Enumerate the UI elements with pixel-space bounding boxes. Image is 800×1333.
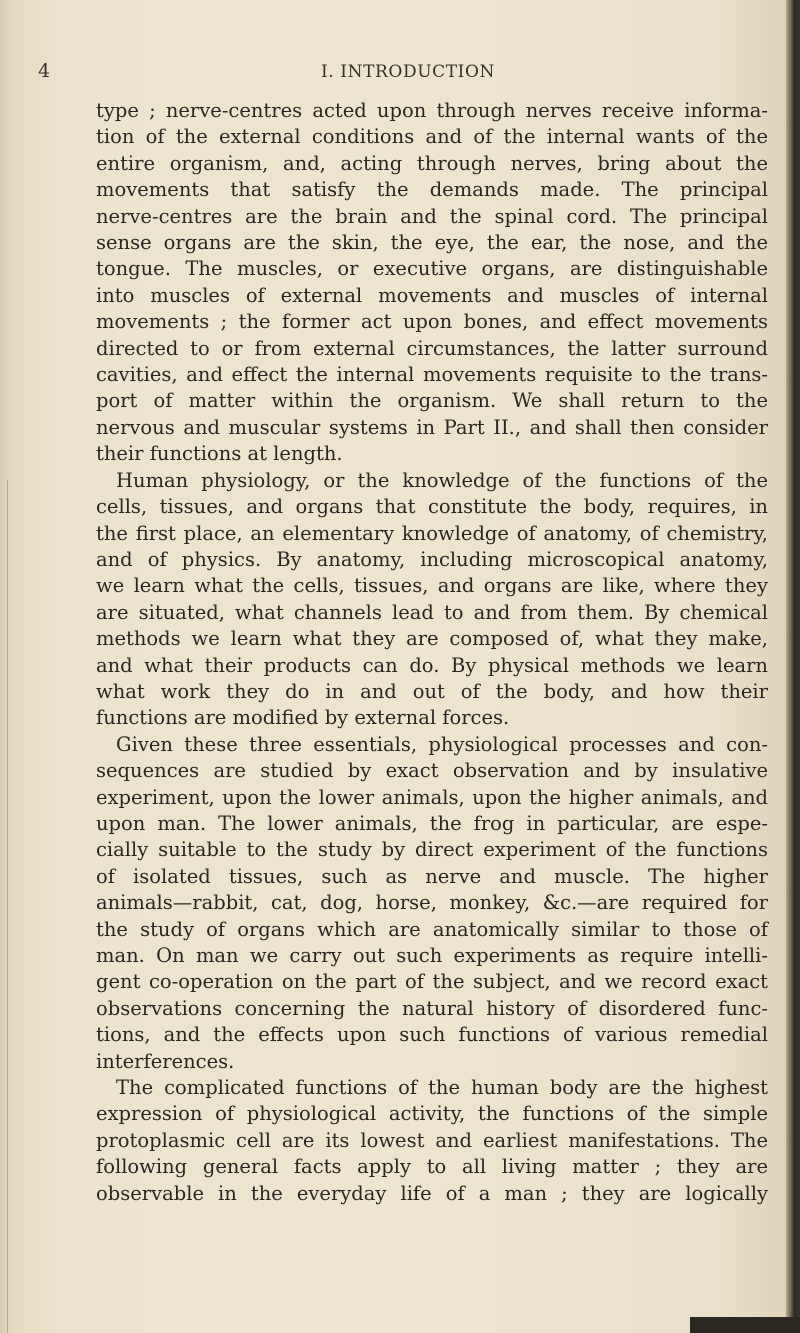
text-line: man. On man we carry out such experiments as require intelli-	[96, 944, 768, 967]
text-line: directed to or from external circumstances, the latter surround	[96, 336, 768, 360]
text-line: following general facts apply to all living matter ; they are	[96, 1155, 768, 1179]
text-line: animals—rabbit, cat, dog, horse, monkey, &c.—are required for	[96, 891, 768, 915]
right-binding-edge	[786, 0, 800, 1333]
text-line: cavities, and effect the internal movements requisite to the trans-	[96, 363, 768, 387]
text-line: their functions at length.	[96, 442, 343, 466]
text-line: type ; nerve-centres acted upon through nerves receive informa-	[96, 99, 768, 122]
text-line: movements that satisfy the demands made. The principal	[96, 178, 768, 202]
text-line: Human physiology, or the knowledge of the functions of the	[116, 468, 768, 492]
text-line: protoplasmic cell are its lowest and earliest manifestations. The	[96, 1128, 768, 1152]
text-line: the study of organs which are anatomically similar to those of	[96, 917, 768, 941]
text-line: nervous and muscular systems in Part II., and shall then consider	[96, 415, 768, 439]
text-line: entire organism, and, acting through nerves, bring about the	[96, 151, 768, 175]
text-line: cially suitable to the study by direct experiment of the functions	[96, 838, 768, 862]
text-line: sense organs are the skin, the eye, the ear, the nose, and the	[96, 231, 768, 255]
text-line: tion of the external conditions and of the internal wants of the	[96, 125, 768, 149]
text-line: observable in the everyday life of a man ; they are logically	[96, 1181, 768, 1205]
text-line: of isolated tissues, such as nerve and muscle. The higher	[96, 864, 768, 888]
chapter-title: I. INTRODUCTION	[320, 62, 496, 82]
text-line: are situated, what channels lead to and from them. By chemical	[96, 600, 768, 624]
text-line: expression of physiological activity, the functions of the simple	[96, 1102, 768, 1126]
text-line: cells, tissues, and organs that constitute the body, requires, in	[96, 495, 768, 519]
text-line: movements ; the former act upon bones, and effect movements	[96, 310, 768, 334]
text-line: experiment, upon the lower animals, upon the higher animals, and	[96, 785, 768, 809]
text-line: Given these three essentials, physiological processes and con-	[116, 732, 768, 756]
text-line: nerve-centres are the brain and the spinal cord. The principal	[96, 204, 768, 228]
bottom-edge-shadow	[690, 1317, 800, 1333]
text-line: interferences.	[96, 1049, 235, 1073]
text-line: we learn what the cells, tissues, and organs are like, where they	[96, 574, 768, 598]
text-line: gent co-operation on the part of the subject, and we record exact	[96, 970, 768, 994]
text-line: methods we learn what they are composed of, what they make,	[96, 627, 768, 651]
text-line: and what their products can do. By physical methods we learn	[96, 653, 768, 677]
text-line: The complicated functions of the human body are the highest	[116, 1076, 768, 1100]
text-line: observations concerning the natural history of disordered func-	[96, 996, 768, 1020]
text-line: sequences are studied by exact observation and by insulative	[96, 759, 768, 783]
text-line: port of matter within the organism. We shall return to the	[96, 389, 768, 413]
text-line: the first place, an elementary knowledge of anatomy, of chemistry,	[96, 521, 768, 545]
text-line: into muscles of external movements and muscles of internal	[96, 283, 768, 307]
left-margin-rule	[7, 480, 8, 1333]
text-line: what work they do in and out of the body, and how their	[96, 679, 768, 703]
text-line: functions are modified by external forces.	[96, 706, 510, 730]
running-head	[38, 60, 778, 90]
text-line: upon man. The lower animals, the frog in particular, are espe-	[96, 811, 768, 835]
body-text	[96, 98, 768, 1207]
page-number: 4	[38, 60, 51, 82]
text-line: and of physics. By anatomy, including microscopical anatomy,	[96, 547, 768, 571]
text-line: tongue. The muscles, or executive organs, are distinguishable	[96, 257, 768, 281]
text-line: tions, and the effects upon such functions of various remedial	[96, 1023, 768, 1047]
